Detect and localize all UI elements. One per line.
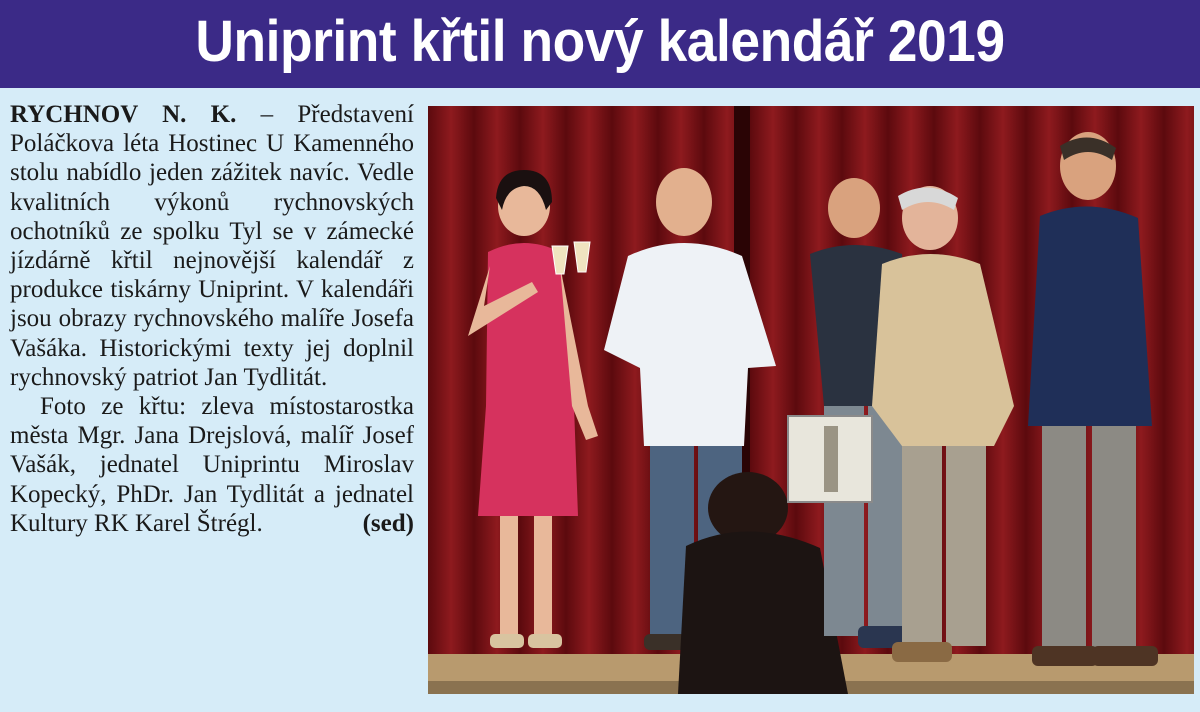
paragraph-1-text: – Představení Poláčkova léta Hostinec U Kamenného stolu nabídlo jeden zážitek navíc. Vedle kvalitních výkonů rychnovských ochotníků ze spolku Tyl se v zámecké jízdárně křtil nejnovější kalendář z produkce tiskárny Uniprint. V kalendáři jsou obrazy rychnovského malíře Josefa Vašáka. Historickými texty jej doplnil rychnovský patriot Jan Tydlitát.: [10, 101, 415, 391]
event-photo: [428, 106, 1194, 694]
paragraph-1: [10, 100, 414, 392]
byline: (sed): [362, 509, 414, 537]
article-text: [10, 100, 414, 538]
photo-illustration: [428, 106, 1194, 694]
paragraph-2: [10, 392, 414, 538]
headline: Uniprint křtil nový kalendář 2019: [195, 9, 1005, 74]
photo-caption-text: Foto ze křtu: zleva místostarostka města Mgr. Jana Drejslová, malíř Josef Vašák, jednatel Uniprintu Miroslav Kopecký, PhDr. Jan Tydlitát a jednatel Kultury RK Karel Štrégl.: [10, 393, 414, 537]
dateline: RYCHNOV N. K.: [10, 101, 237, 128]
